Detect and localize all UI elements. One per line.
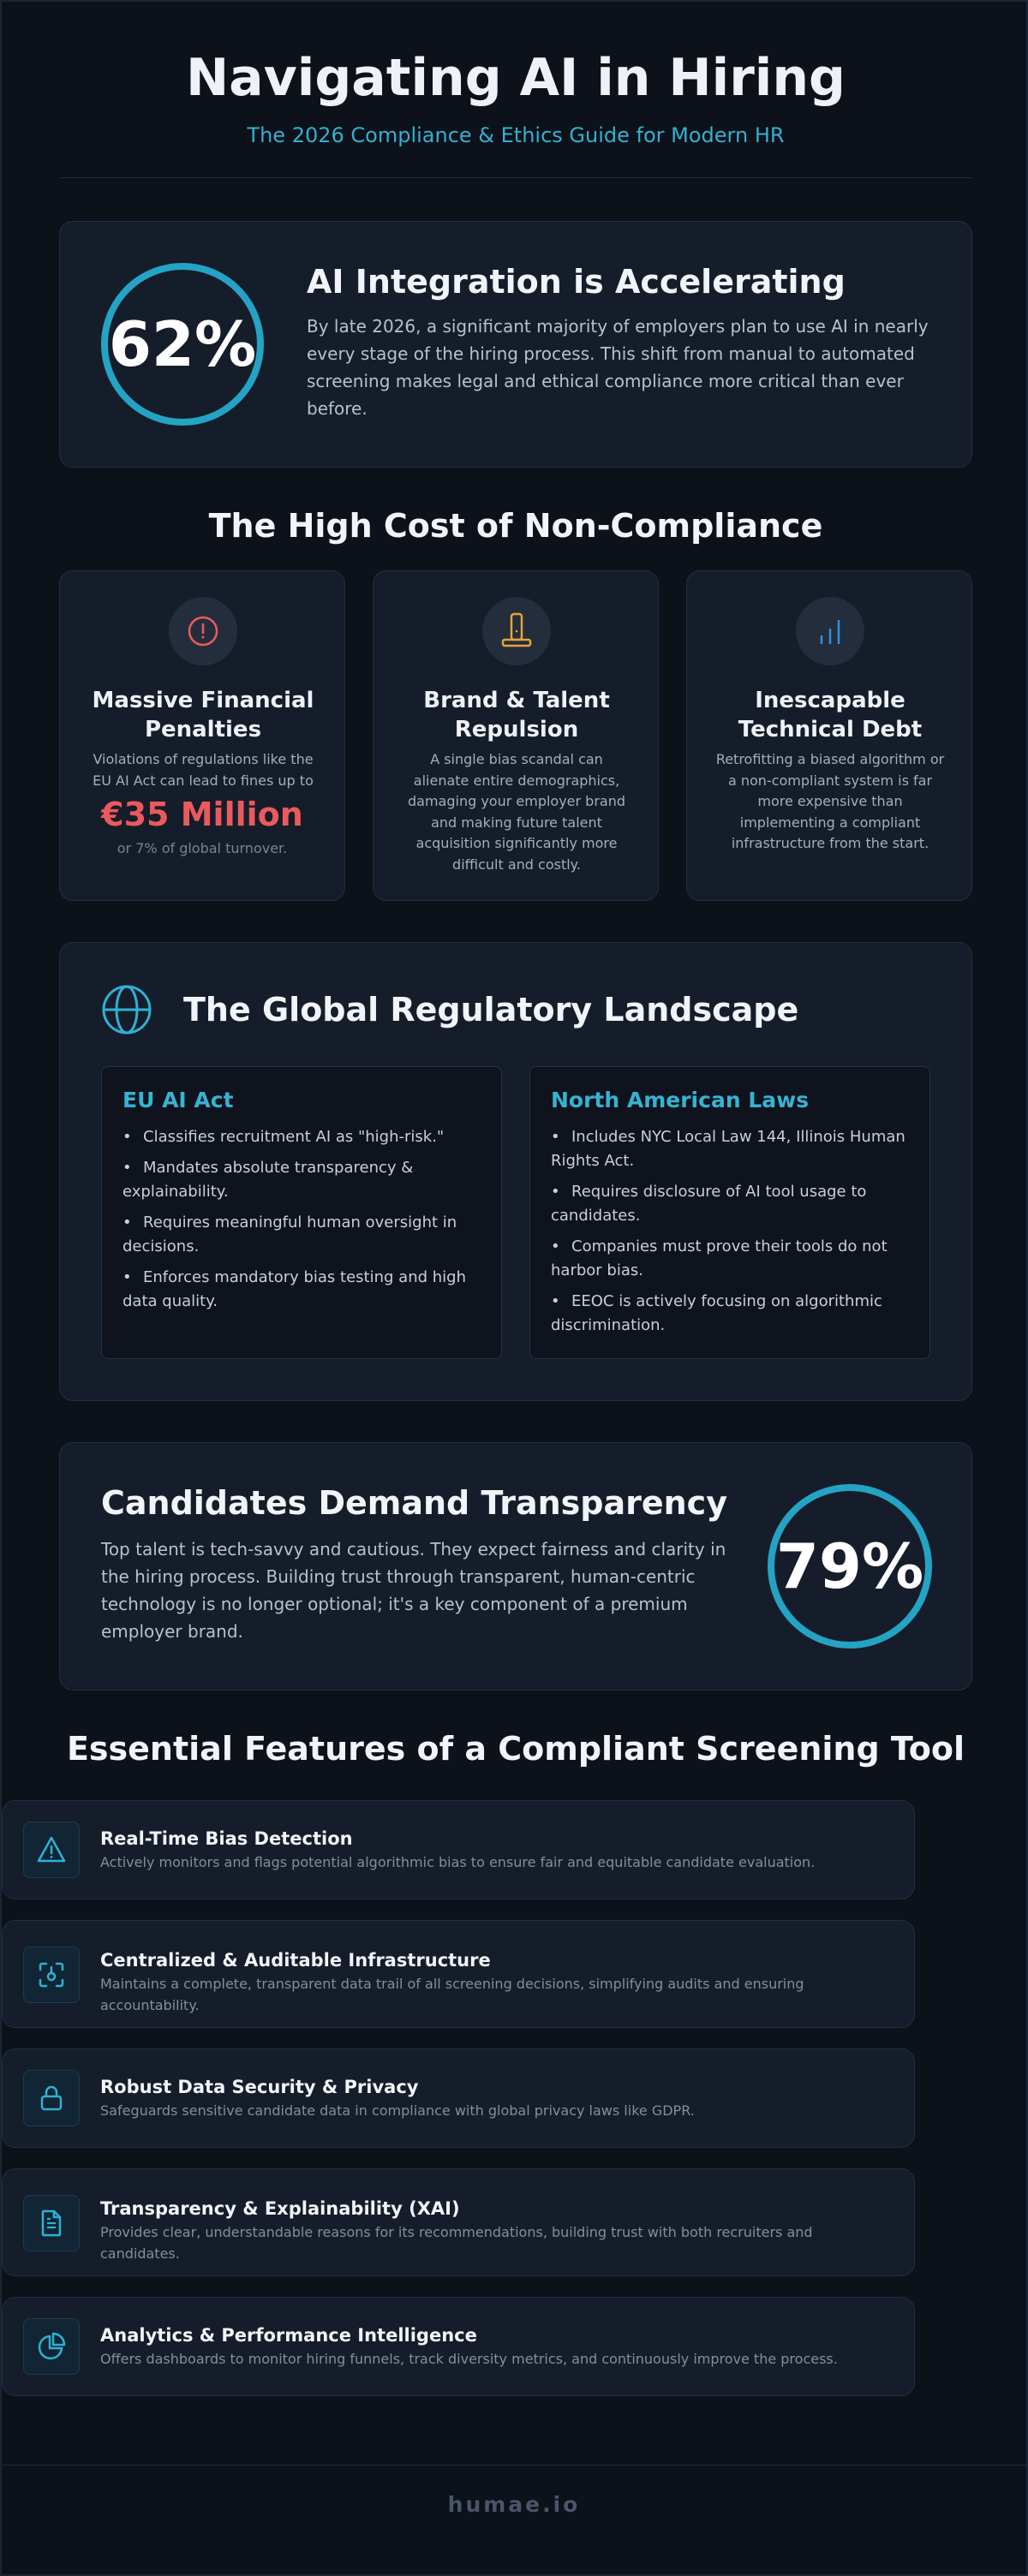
cost-text-line: acquisition significantly more [415, 835, 618, 851]
cost-text-line: infrastructure from the start. [731, 835, 929, 851]
ai-integration-card [59, 221, 972, 468]
stat-text-line: before. [307, 398, 368, 419]
feature-title: Analytics & Performance Intelligence [100, 2325, 477, 2346]
list-item [551, 1290, 911, 1338]
cost-text-line: alienate entire demographics, [413, 772, 620, 789]
cost-card-title [391, 686, 642, 744]
stat-text [101, 1535, 752, 1645]
cost-card-title [77, 686, 329, 744]
list-item [123, 1266, 482, 1314]
eu-ai-act-box [101, 1066, 502, 1359]
transparency-card [59, 1442, 972, 1690]
audit-scan-icon [23, 1947, 80, 2003]
feature-desc-line: accountability. [100, 1996, 200, 2013]
cost-title-line: Repulsion [454, 717, 579, 742]
fine-note: or 7% of global turnover. [117, 840, 288, 856]
regulatory-title: The Global Regulatory Landscape [183, 991, 799, 1029]
list-item-text: Rights Act. [551, 1152, 635, 1170]
stat-text-line: Top talent is tech-savvy and cautious. They expect fairness and clarity in [101, 1539, 726, 1559]
feature-explainability [2, 2168, 915, 2276]
stat-value: 62% [108, 308, 257, 380]
list-item [123, 1156, 482, 1204]
list-item-text: discrimination. [551, 1316, 666, 1334]
list-item-text: Mandates absolute transparency & [143, 1159, 414, 1177]
regulatory-card [59, 942, 972, 1401]
cost-text-line: Violations of regulations like the [93, 751, 314, 767]
feature-title: Transparency & Explainability (XAI) [100, 2198, 460, 2219]
footer-divider [2, 2465, 1026, 2466]
list-item [123, 1125, 482, 1149]
cost-title-line: Brand & Talent [423, 688, 610, 713]
page-title: Navigating AI in Hiring [185, 48, 846, 108]
list-item [551, 1180, 911, 1228]
cost-title-line: Penalties [144, 717, 262, 742]
fine-amount: €35 Million [101, 796, 303, 833]
page-subtitle: The 2026 Compliance & Ethics Guide for Modern HR [247, 123, 785, 147]
stat-text-line: By late 2026, a significant majority of employers plan to use AI in nearly [307, 316, 929, 337]
cost-text-line: difficult and costly. [452, 856, 581, 873]
cost-card-text [81, 749, 326, 791]
na-box-title: North American Laws [551, 1088, 810, 1112]
cost-text-line: damaging your employer brand [407, 793, 626, 809]
north-american-laws-box [529, 1066, 930, 1359]
cost-text-line: A single bias scandal can [430, 751, 603, 767]
stat-text-line: screening makes legal and ethical compliance more critical than ever [307, 371, 904, 391]
na-list [551, 1125, 911, 1345]
list-item-text: Includes NYC Local Law 144, Illinois Human [571, 1128, 905, 1146]
stat-text-line: employer brand. [101, 1621, 243, 1642]
cost-text-line: more expensive than [757, 793, 903, 809]
stat-text-line: the hiring process. Building trust through transparent, human-centric [101, 1566, 696, 1587]
list-item-text: harbor bias. [551, 1261, 643, 1279]
cost-title-line: Massive Financial [92, 688, 314, 713]
lock-icon [23, 2070, 80, 2126]
header-divider [59, 177, 972, 178]
stat-text [307, 313, 958, 422]
stat-title: Candidates Demand Transparency [101, 1484, 727, 1522]
list-item-text: Requires disclosure of AI tool usage to [571, 1183, 867, 1201]
list-item [551, 1125, 911, 1173]
feature-desc [100, 2101, 871, 2122]
alert-circle-icon [169, 597, 237, 665]
feature-desc [100, 2222, 871, 2264]
feature-auditable-infrastructure [2, 1920, 915, 2028]
feature-bias-detection [2, 1800, 915, 1899]
feature-desc [100, 1852, 871, 1874]
feature-desc-line: Provides clear, understandable reasons for its recommendations, building trust with both recruiters and [100, 2224, 813, 2240]
feature-desc [100, 2349, 871, 2370]
eu-list [123, 1125, 482, 1321]
bar-chart-icon [796, 597, 864, 665]
feature-analytics [2, 2297, 915, 2396]
cost-title-line: Technical Debt [738, 717, 923, 742]
cost-card-text [708, 749, 953, 855]
stat-title: AI Integration is Accelerating [307, 263, 846, 301]
pie-chart-icon [23, 2318, 80, 2375]
cost-card-financial [59, 570, 345, 901]
features-title: Essential Features of a Compliant Screening Tool [66, 1730, 965, 1768]
cost-text-line: and making future talent [431, 814, 602, 831]
cost-card-technical [686, 570, 972, 901]
feature-desc-line: Safeguards sensitive candidate data in compliance with global privacy laws like GDPR. [100, 2102, 695, 2119]
list-item [123, 1211, 482, 1259]
list-item-text: Requires meaningful human oversight in [143, 1213, 457, 1231]
feature-desc-line: Actively monitors and flags potential algorithmic bias to ensure fair and equitable candidate evaluation. [100, 1854, 816, 1870]
feature-title: Centralized & Auditable Infrastructure [100, 1950, 491, 1971]
list-item-text: candidates. [551, 1207, 641, 1225]
header [59, 2, 972, 180]
list-item [551, 1235, 911, 1283]
globe-icon [101, 984, 152, 1035]
feature-title: Real-Time Bias Detection [100, 1828, 353, 1849]
feature-data-security [2, 2048, 915, 2148]
cost-text-line: Retrofitting a biased algorithm or [715, 751, 945, 767]
cost-card-text [394, 749, 639, 875]
list-item-text: Enforces mandatory bias testing and high [143, 1268, 466, 1286]
feature-desc-line: Offers dashboards to monitor hiring funnels, track diversity metrics, and continuously improve the process. [100, 2351, 838, 2367]
footer-brand: humae.io [447, 2492, 581, 2517]
stamp-icon [482, 597, 551, 665]
feature-desc-line: Maintains a complete, transparent data trail of all screening decisions, simplifying audits and ensuring [100, 1976, 804, 1992]
stat-text-line: every stage of the hiring process. This shift from manual to automated [307, 343, 915, 364]
cost-text-line: a non-compliant system is far [727, 772, 933, 789]
cost-card-brand [373, 570, 659, 901]
cost-text-line: EU AI Act can lead to fines up to [93, 772, 314, 789]
list-item-text: decisions. [123, 1237, 200, 1255]
list-item-text: EEOC is actively focusing on algorithmic [571, 1292, 882, 1310]
list-item-text: data quality. [123, 1292, 218, 1310]
cost-text-line: implementing a compliant [739, 814, 921, 831]
feature-desc [100, 1974, 871, 2016]
cost-section-title: The High Cost of Non-Compliance [208, 507, 823, 545]
cost-card-title [704, 686, 956, 744]
document-icon [23, 2195, 80, 2251]
feature-title: Robust Data Security & Privacy [100, 2077, 419, 2097]
eu-box-title: EU AI Act [123, 1088, 234, 1112]
stat-text-line: technology is no longer optional; it's a key component of a premium [101, 1594, 688, 1614]
stat-ring-62 [101, 263, 264, 426]
stat-value: 79% [775, 1530, 924, 1602]
feature-desc-line: candidates. [100, 2245, 180, 2262]
list-item-text: Companies must prove their tools do not [571, 1237, 888, 1255]
warning-triangle-icon [23, 1822, 80, 1878]
stat-ring-79 [768, 1484, 932, 1649]
list-item-text: explainability. [123, 1183, 229, 1201]
list-item-text: Classifies recruitment AI as "high-risk." [143, 1128, 445, 1146]
cost-title-line: Inescapable [755, 688, 905, 713]
